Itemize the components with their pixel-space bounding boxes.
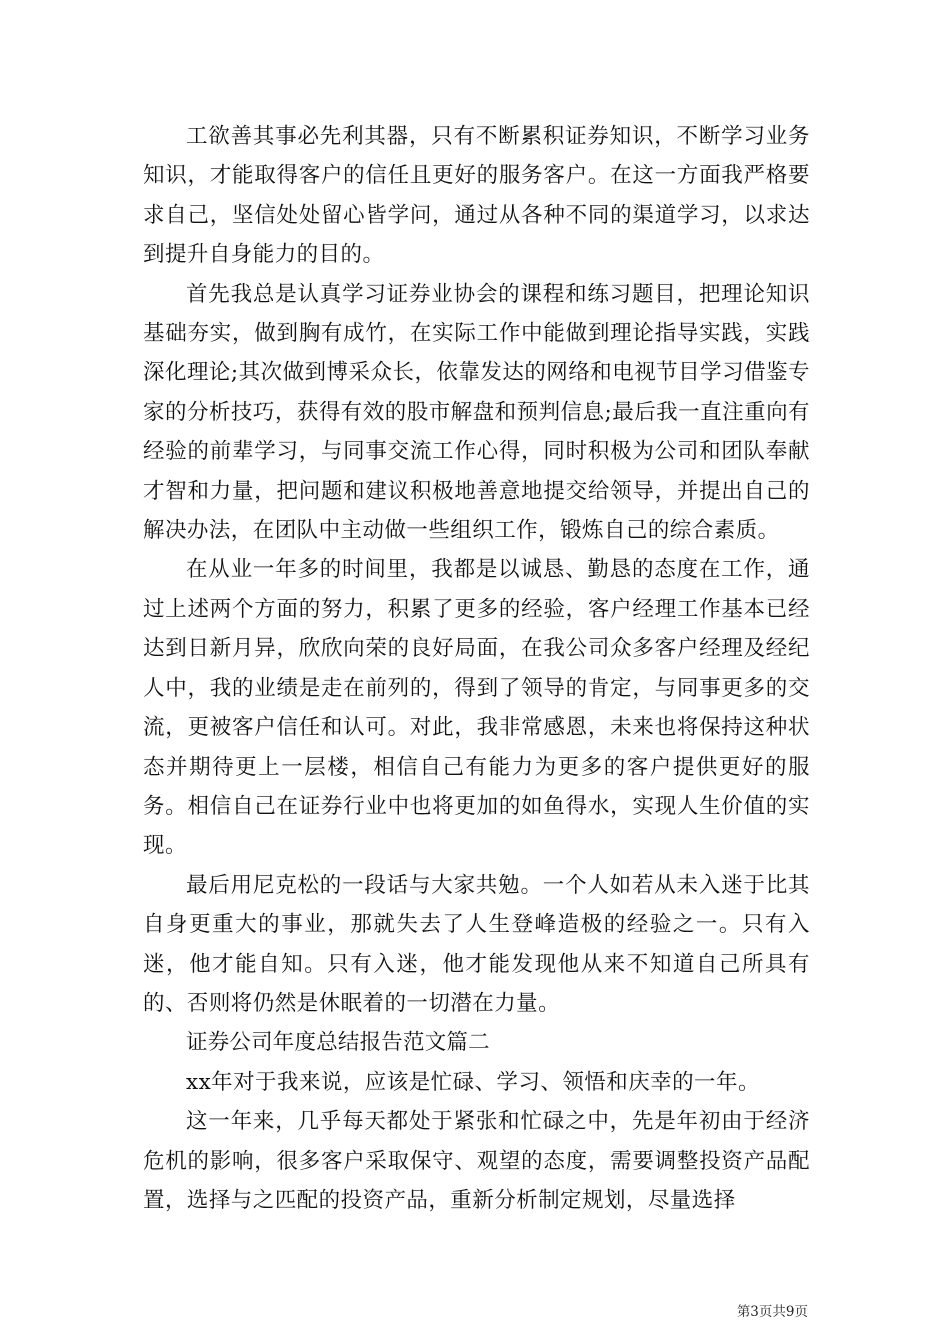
paragraph-learning-methods: 首先我总是认真学习证券业协会的课程和练习题目，把理论知识基础夯实，做到胸有成竹，在实际工作中能做到理论指导实践，实践深化理论;其次做到博采众长，依靠发达的网络和电视节目学习借鉴专家的分析技巧，获得有效的股市解盘和预判信息;最后我一直注重向有经验的前辈学习，与同事交流工作心得，同时积极为公司和团队奉献才智和力量，把问题和建议积极地善意地提交给领导，并提出自己的解决办法，在团队中主动做一些组织工作，锻炼自己的综合素质。 bbox=[143, 281, 810, 544]
paragraph-tools-knowledge: 工欲善其事必先利其器，只有不断累积证券知识，不断学习业务知识，才能取得客户的信任且更好的服务客户。在这一方面我严格要求自己，坚信处处留心皆学问，通过从各种不同的渠道学习，以求达到提升自身能力的目的。 bbox=[143, 124, 810, 268]
paragraph-busy-year: 这一年来，几乎每天都处于紧张和忙碌之中，先是年初由于经济危机的影响，很多客户采取保守、观望的态度，需要调整投资产品配置，选择与之匹配的投资产品，重新分析制定规划，尽量选择 bbox=[143, 1109, 810, 1213]
paragraph-year-summary: xx年对于我来说，应该是忙碌、学习、领悟和庆幸的一年。 bbox=[186, 1069, 760, 1095]
section-heading: 证券公司年度总结报告范文篇二 bbox=[186, 1030, 490, 1056]
document-body bbox=[143, 117, 810, 1220]
page-number: 第3页共9页 bbox=[736, 1304, 808, 1320]
paragraph-achievements: 在从业一年多的时间里，我都是以诚恳、勤恳的态度在工作，通过上述两个方面的努力，积累了更多的经验，客户经理工作基本已经达到日新月异，欣欣向荣的良好局面，在我公司众多客户经理及经纪人中，我的业绩是走在前列的，得到了领导的肯定，与同事更多的交流，更被客户信任和认可。对此，我非常感恩，未来也将保持这种状态并期待更上一层楼，相信自己有能力为更多的客户提供更好的服务。相信自己在证券行业中也将更加的如鱼得水，实现人生价值的实现。 bbox=[143, 557, 810, 859]
paragraph-nixon-quote: 最后用尼克松的一段话与大家共勉。一个人如若从未入迷于比其自身更重大的事业，那就失去了人生登峰造极的经验之一。只有入迷，他才能自知。只有入迷，他才能发现他从来不知道自己所具有的、否则将仍然是休眠着的一切潜在力量。 bbox=[143, 872, 810, 1016]
